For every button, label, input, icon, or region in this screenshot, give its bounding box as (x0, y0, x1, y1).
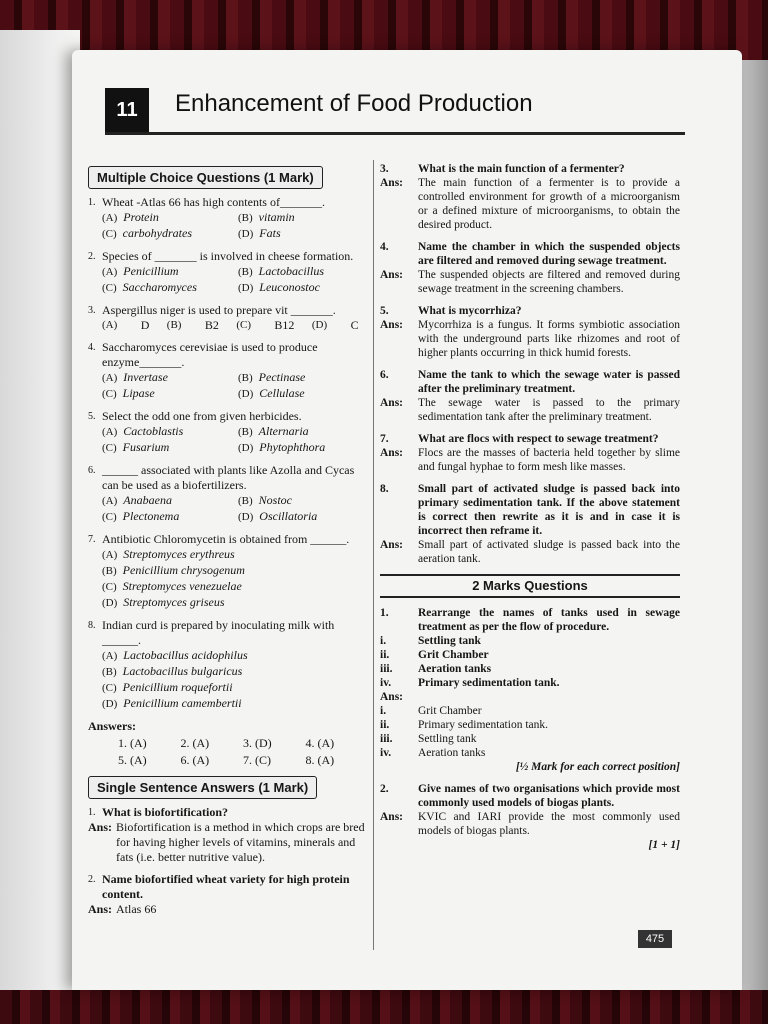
mcq-option (238, 280, 368, 296)
answers-title: Answers: (88, 719, 136, 733)
mcq-question (88, 303, 368, 333)
option-text: Streptomyces venezuelae (122, 579, 242, 593)
mcq-options (102, 370, 368, 402)
answer-number: 5. (118, 753, 130, 767)
mcq-option (102, 595, 368, 611)
mcq-text: Aspergillus niger is used to prepare vit _______. (102, 303, 336, 317)
ssa-question: What is biofortification? (102, 805, 228, 819)
mcq-text: Indian curd is prepared by inoculating milk with ______. (102, 618, 335, 647)
option-text: Penicillium roquefortii (122, 680, 233, 694)
option-letter: (D) (238, 388, 254, 400)
qa-number: 3. (380, 163, 389, 175)
answers-grid (102, 736, 368, 768)
option-letter: (D) (238, 228, 254, 240)
qa-question: What is the main function of a fermenter? (418, 163, 625, 175)
option-letter: (B) (238, 266, 253, 278)
mcq-options (102, 210, 368, 242)
qa-number: 8. (380, 483, 389, 495)
mcq-number: 1. (88, 197, 96, 208)
mcq-option (102, 680, 368, 696)
answer-cell (243, 736, 306, 751)
option-letter: (A) (102, 212, 118, 224)
option-letter: (D) (238, 511, 254, 523)
qa-answer: Mycorrhiza is a fungus. It forms symbiotic association with the underground parts like rhizomes and root of higher plants occurring in thick humid forests. (418, 319, 680, 359)
page-number: 475 (638, 930, 672, 948)
tm1-answer-text: Aeration tanks (418, 747, 486, 759)
mcq-option (238, 424, 368, 440)
option-text: Cellulase (259, 386, 305, 400)
option-letter: (C) (102, 282, 117, 294)
qa-question-row (380, 432, 680, 446)
qa-answer: The main function of a fermenter is to provide a controlled environment for growth of a microorganism or a defined mixture of microorganisms, to obtain the desired product. (418, 177, 680, 231)
qa-answer-label: Ans: (380, 397, 404, 409)
tm1-marks: [½ Mark for each correct position] (515, 761, 680, 773)
mcq-option (102, 264, 232, 280)
answers-spacer (102, 736, 118, 751)
two-marks-list (380, 606, 680, 852)
qa-number: 5. (380, 305, 389, 317)
tm1-answer-num: ii. (380, 719, 390, 731)
option-letter: (C) (102, 228, 117, 240)
qa-number: 7. (380, 433, 389, 445)
mcq-text: Antibiotic Chloromycetin is obtained from ______. (102, 532, 350, 546)
answer-cell (306, 753, 369, 768)
option-text: Oscillatoria (259, 509, 318, 523)
answer-option: (C) (255, 753, 271, 767)
option-text: Pectinase (258, 370, 306, 384)
tm1-list-text: Grit Chamber (418, 649, 489, 661)
option-text: Lactobacillus (258, 264, 325, 278)
ssa-heading: Single Sentence Answers (1 Mark) (88, 776, 317, 799)
qa-question: Name the chamber in which the suspended objects are filtered and removed during sewage treatment. (418, 241, 680, 267)
answer-cell (243, 753, 306, 768)
right-qa-list (380, 162, 680, 566)
qa-item (380, 304, 680, 360)
option-text: Penicillium camembertii (123, 696, 242, 710)
mcq-heading: Multiple Choice Questions (1 Mark) (88, 166, 323, 189)
qa-answer: Flocs are the masses of bacteria held together by slime and fungal hyphae to form mesh like masses. (418, 447, 680, 473)
mcq-question (88, 195, 368, 242)
ssa-list (88, 805, 368, 917)
qa-answer-row (380, 176, 680, 232)
option-text: Invertase (123, 370, 168, 384)
mcq-question-line (88, 249, 368, 264)
option-letter: (A) (102, 495, 118, 507)
tm1-ans-label: Ans: (380, 691, 404, 703)
ssa-answer-label: Ans: (88, 820, 113, 834)
tm1-answer-num: iii. (380, 733, 393, 745)
answer-number: 3. (243, 736, 255, 750)
mcq-question-line (88, 303, 368, 318)
option-text: B12 (274, 318, 295, 332)
ssa-answer-line (88, 820, 368, 865)
mcq-question (88, 340, 368, 402)
qa-question: Small part of activated sludge is passed back into primary sedimentation tank. If the above statement is correct then rewrite as it is and in case it is incorrect then reframe it. (418, 483, 680, 537)
option-text: Nostoc (258, 493, 293, 507)
tm2-answer: KVIC and IARI provide the most commonly used models of biogas plants. (418, 811, 680, 837)
tm1-answer-text: Settling tank (418, 733, 477, 745)
option-letter: (A) (102, 650, 118, 662)
qa-question-row (380, 368, 680, 396)
answer-option: (A) (192, 736, 210, 750)
option-letter: (A) (102, 319, 118, 331)
two-marks-heading: 2 Marks Questions (380, 574, 680, 598)
mcq-option (238, 386, 368, 402)
option-text: C (350, 318, 359, 332)
background-fabric-bottom (0, 984, 768, 1024)
option-text: Saccharomyces (122, 280, 197, 294)
answer-cell (118, 736, 181, 751)
ssa-question: Name biofortified wheat variety for high protein content. (102, 872, 350, 901)
option-text: carbohydrates (122, 226, 192, 240)
qa-answer-row (380, 538, 680, 566)
option-text: Fats (259, 226, 281, 240)
option-letter: (B) (238, 495, 253, 507)
option-letter: (C) (102, 682, 117, 694)
tm1-list-num: iv. (380, 677, 392, 689)
option-letter: (D) (102, 698, 118, 710)
qa-answer-row (380, 446, 680, 474)
mcq-option (102, 648, 368, 664)
tm1-answer-text: Grit Chamber (418, 705, 482, 717)
tm1-list-item (380, 662, 680, 676)
answer-number: 7. (243, 753, 255, 767)
tm1-question: Rearrange the names of tanks used in sewage treatment as per the flow of procedure. (418, 607, 680, 633)
mcq-question (88, 618, 368, 712)
option-letter: (C) (102, 388, 117, 400)
qa-question-row (380, 304, 680, 318)
mcq-options (102, 264, 368, 296)
mcq-option (238, 370, 368, 386)
mcq-option (102, 424, 232, 440)
option-letter: (A) (102, 549, 118, 561)
option-letter: (A) (102, 372, 118, 384)
mcq-option (102, 386, 232, 402)
answer-cell (118, 753, 181, 768)
option-text: Leuconostoc (259, 280, 320, 294)
tm1-list-item (380, 648, 680, 662)
tm1-answer-item (380, 718, 680, 732)
book-spine (0, 30, 80, 990)
qa-question-row (380, 240, 680, 268)
mcq-question-line (88, 532, 368, 547)
answer-cell (181, 753, 244, 768)
answer-number: 1. (118, 736, 130, 750)
qa-number: 4. (380, 241, 389, 253)
option-letter: (D) (238, 282, 254, 294)
option-letter: (C) (102, 442, 117, 454)
mcq-question (88, 532, 368, 611)
option-text: Lactobacillus acidophilus (123, 648, 248, 662)
qa-item (380, 162, 680, 232)
option-letter: (D) (311, 319, 328, 331)
ssa-answer: Atlas 66 (116, 902, 157, 916)
mcq-option (238, 264, 368, 280)
option-text: Streptomyces erythreus (123, 547, 235, 561)
mcq-options (102, 648, 368, 712)
option-text: Alternaria (258, 424, 309, 438)
chapter-title: Enhancement of Food Production (175, 90, 533, 117)
mcq-option (238, 493, 368, 509)
tm1-answer-num: iv. (380, 747, 392, 759)
qa-number: 6. (380, 369, 389, 381)
answer-cell (181, 736, 244, 751)
ssa-answer-line (88, 902, 368, 917)
answer-number: 2. (180, 736, 193, 750)
mcq-options (102, 493, 368, 525)
two-mark-question-2 (380, 782, 680, 852)
answer-number: 8. (305, 753, 318, 767)
option-text: Protein (123, 210, 159, 224)
qa-answer: The suspended objects are filtered and removed during sewage treatment in the screening chambers. (418, 269, 680, 295)
mcq-question-line (88, 340, 368, 370)
qa-answer-label: Ans: (380, 447, 404, 459)
option-letter: (B) (102, 666, 117, 678)
mcq-option (102, 280, 232, 296)
option-letter: (C) (236, 319, 251, 331)
left-column (88, 162, 368, 924)
option-letter: (B) (238, 372, 253, 384)
mcq-option (102, 579, 368, 595)
mcq-number: 6. (88, 465, 96, 476)
answer-number: 6. (180, 753, 193, 767)
qa-question-row (380, 162, 680, 176)
mcq-option (102, 664, 368, 680)
tm1-list-num: ii. (380, 649, 390, 661)
mcq-option (102, 547, 368, 563)
tm1-answer-num: i. (380, 705, 387, 717)
qa-answer-row (380, 318, 680, 360)
two-mark-question-1 (380, 606, 680, 774)
option-text: Penicillium (123, 264, 179, 278)
tm1-answer-item (380, 732, 680, 746)
mcq-option (238, 509, 368, 525)
tm1-answer-item (380, 746, 680, 760)
option-text: Phytophthora (259, 440, 326, 454)
answers-spacer (102, 753, 118, 768)
option-letter: (B) (238, 212, 253, 224)
qa-answer-label: Ans: (380, 269, 404, 281)
qa-answer-label: Ans: (380, 539, 404, 551)
tm1-list-item (380, 634, 680, 648)
mcq-option (238, 210, 368, 226)
mcq-option (102, 440, 232, 456)
mcq-text: Select the odd one from given herbicides. (102, 409, 302, 423)
qa-item (380, 368, 680, 424)
mcq-option (102, 210, 232, 226)
mcq-option (238, 440, 368, 456)
mcq-question-line (88, 195, 368, 210)
option-letter: (A) (102, 266, 118, 278)
qa-question-row (380, 482, 680, 538)
tm1-list-num: i. (380, 635, 387, 647)
option-text: Fusarium (122, 440, 170, 454)
mcq-option (102, 696, 368, 712)
ssa-item (88, 872, 368, 917)
mcq-text: ______ associated with plants like Azolla and Cycas can be used as a biofertilizers. (102, 463, 355, 492)
qa-question: Name the tank to which the sewage water is passed after the preliminary treatment. (418, 369, 680, 395)
qa-item (380, 482, 680, 566)
chapter-header (105, 88, 685, 135)
mcq-text: Species of _______ is involved in cheese formation. (102, 249, 354, 263)
option-letter: (B) (102, 565, 117, 577)
option-letter: (A) (102, 426, 118, 438)
mcq-number: 8. (88, 620, 96, 631)
qa-item (380, 432, 680, 474)
ssa-answer-label: Ans: (88, 902, 113, 916)
mcq-option (102, 563, 368, 579)
mcq-option (102, 370, 232, 386)
option-letter: (B) (166, 319, 182, 331)
tm1-answer-text: Primary sedimentation tank. (418, 719, 548, 731)
mcq-question-line (88, 463, 368, 493)
ssa-answer: Biofortification is a method in which crops are bred for having higher levels of vitamins, minerals and fats (i.e. better nutritive value). (116, 820, 365, 864)
qa-answer-label: Ans: (380, 319, 404, 331)
qa-answer: Small part of activated sludge is passed back into the aeration tank. (418, 539, 680, 565)
column-divider (373, 160, 374, 950)
mcq-options (102, 547, 368, 611)
tm2-number: 2. (380, 783, 389, 795)
option-text: B2 (204, 318, 219, 332)
mcq-option (102, 493, 232, 509)
tm1-list-num: iii. (380, 663, 393, 675)
tm1-list-text: Primary sedimentation tank. (418, 677, 560, 689)
option-text: Anabaena (123, 493, 172, 507)
mcq-number: 4. (88, 342, 96, 353)
tm2-ans-label: Ans: (380, 811, 404, 823)
mcq-number: 3. (88, 305, 96, 316)
mcq-number: 2. (88, 251, 96, 262)
mcq-number: 5. (88, 411, 96, 422)
mcq-options (102, 424, 368, 456)
qa-item (380, 240, 680, 296)
answer-option: (A) (130, 736, 147, 750)
answer-number: 4. (305, 736, 318, 750)
mcq-question (88, 249, 368, 296)
answer-option: (A) (192, 753, 210, 767)
option-text: Streptomyces griseus (123, 595, 225, 609)
tm2-marks: [1 + 1] (648, 839, 680, 851)
mcq-list (88, 195, 368, 712)
tm2-question: Give names of two organisations which provide most commonly used models of biogas plants. (418, 783, 680, 809)
option-letter: (B) (238, 426, 253, 438)
tm1-list-text: Aeration tanks (418, 663, 492, 675)
mcq-option (102, 509, 232, 525)
tm1-list-text: Settling tank (418, 635, 481, 647)
tm2-answer-row (380, 810, 680, 838)
option-text: Plectonema (122, 509, 180, 523)
mcq-question-line (88, 618, 368, 648)
qa-answer-row (380, 396, 680, 424)
answer-option: (A) (317, 753, 335, 767)
option-text: Lipase (122, 386, 155, 400)
qa-question: What is mycorrhiza? (418, 305, 522, 317)
mcq-text: Wheat -Atlas 66 has high contents of_______. (102, 195, 325, 209)
tm1-question-row (380, 606, 680, 634)
qa-answer-row (380, 268, 680, 296)
chapter-number: 11 (105, 88, 149, 132)
mcq-question (88, 463, 368, 525)
option-letter: (C) (102, 511, 117, 523)
tm2-question-row (380, 782, 680, 810)
qa-answer: The sewage water is passed to the primary sedimentation tank after the preliminary treatment. (418, 397, 680, 423)
option-text: D (140, 318, 150, 332)
option-letter: (C) (102, 581, 117, 593)
right-column (380, 162, 680, 860)
ssa-number: 1. (88, 807, 96, 818)
option-letter: (D) (102, 597, 118, 609)
mcq-text: Saccharomyces cerevisiae is used to produce enzyme_______. (102, 340, 318, 369)
option-text: Lactobacillus bulgaricus (122, 664, 243, 678)
ssa-number: 2. (88, 874, 96, 885)
ssa-question-line (88, 805, 368, 820)
mcq-options (102, 318, 368, 333)
option-text: Penicillium chrysogenum (122, 563, 245, 577)
option-text: vitamin (258, 210, 295, 224)
option-letter: (D) (238, 442, 254, 454)
mcq-number: 7. (88, 534, 96, 545)
ssa-item (88, 805, 368, 865)
mcq-option (102, 226, 232, 242)
tm1-list-item (380, 676, 680, 690)
option-text: Cactoblastis (123, 424, 184, 438)
qa-answer-label: Ans: (380, 177, 404, 189)
answer-option: (D) (255, 736, 272, 750)
qa-question: What are flocs with respect to sewage treatment? (418, 433, 659, 445)
mcq-option (238, 226, 368, 242)
answer-option: (A) (130, 753, 147, 767)
tm1-number: 1. (380, 607, 389, 619)
mcq-question (88, 409, 368, 456)
tm1-answer-item (380, 704, 680, 718)
answer-cell (306, 736, 369, 751)
mcq-question-line (88, 409, 368, 424)
answer-option: (A) (317, 736, 335, 750)
ssa-question-line (88, 872, 368, 902)
